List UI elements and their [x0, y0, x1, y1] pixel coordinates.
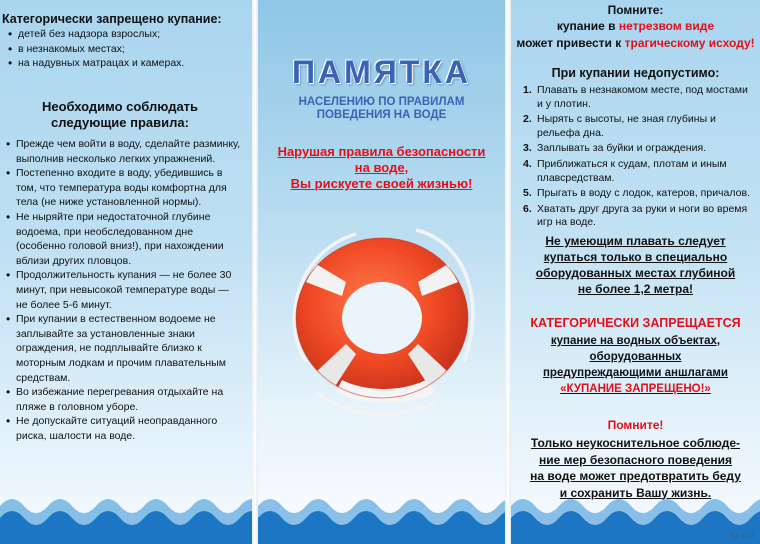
list-item: 1. Плавать в незнакомом месте, под мостами и у плотин. [523, 84, 748, 110]
lead-prefix: может привести к [516, 36, 622, 50]
alcohol-red: нетрезвом виде [618, 19, 715, 33]
forbidden-swimming-list [8, 27, 248, 71]
print-code: БК 3273 [731, 534, 754, 540]
warning-line: Нарушая правила безопасности [277, 144, 486, 159]
category-forbidden-text: купание на водных объектах, оборудованных предупреждающими аншлагами «КУПАНИЕ ЗАПРЕЩЕНО!» [542, 335, 729, 395]
final-note: Только неукоснительное соблюде- ние мер безопасного поведения на воде может предотвратить беду и сохранить Вашу жизнь. [530, 436, 741, 500]
remember-heading: Помните: [607, 3, 664, 17]
list-item: • При купании в естественном водоеме не заплывайте за установленные знаки ограждения, не подплывайте близко к моторным лодкам и прочим плавательным средствам. [6, 312, 242, 385]
list-item: • Не допускайте ситуаций неоправданного риска, шалости на воде. [6, 414, 242, 443]
lead-red: трагическому исходу! [624, 36, 755, 50]
list-item: • на надувных матрацах и камерах. [8, 56, 248, 71]
warning-text [264, 144, 499, 192]
non-swimmers-note: Не умеющим плавать следует купаться только в специально оборудованных местах глубиной не более 1,2 метра! [535, 234, 736, 296]
list-item: 2. Нырять с высоты, не зная глубины и рельефа дна. [523, 113, 716, 139]
list-item: 6. Хватать друг друга за руки и ноги во время игр на воде. [523, 202, 748, 229]
forbidden-list [523, 84, 751, 232]
waves-decoration [511, 484, 760, 544]
waves-decoration [0, 484, 252, 544]
life-buoy-icon [276, 212, 488, 424]
forbidden-heading: При купании недопустимо: [551, 66, 720, 80]
left-panel [0, 0, 252, 544]
alcohol-prefix: купание в [556, 19, 616, 33]
lead-line [511, 36, 760, 50]
warning-line: Вы рискуете своей жизнью! [290, 176, 473, 191]
right-panel [511, 0, 760, 544]
list-item: 3. Заплывать за буйки и ограждения. [523, 142, 707, 155]
rules-heading: Необходимо соблюдать следующие правила: [41, 99, 199, 130]
list-item: • детей без надзора взрослых; [8, 27, 248, 42]
list-item: • в незнакомых местах; [8, 42, 248, 57]
warning-line: на воде, [354, 160, 409, 175]
category-forbidden-heading: КАТЕГОРИЧЕСКИ ЗАПРЕЩАЕТСЯ [530, 316, 741, 330]
rules-list [6, 137, 242, 443]
list-item: • Не ныряйте при недостаточной глубине водоема, при необследованном дне (особенно головой вниз!), при нахождении вблизи других пловцов. [6, 210, 242, 268]
forbidden-swimming-heading: Категорически запрещено купание: [2, 12, 222, 26]
list-item: • Постепенно входите в воду, убедившись в том, что температура воды комфортна для тела (не ниже установленной нормы). [6, 166, 242, 210]
list-item: • Прежде чем войти в воду, сделайте разминку, выполнив несколько легких упражнений. [6, 137, 242, 166]
waves-decoration [258, 484, 505, 544]
list-item: • Продолжительность купания — не более 30 минут, при невысокой температуре воды — не более 5-6 минут. [6, 268, 242, 312]
leaflet-title: ПАМЯТКА [292, 54, 471, 90]
list-item: • Во избежание перегревания отдыхайте на пляже в головном уборе. [6, 385, 242, 414]
remember2-heading: Помните! [607, 418, 664, 432]
list-item: 5. Прыгать в воду с лодок, катеров, причалов. [523, 187, 750, 200]
list-item: 4. Приближаться к судам, плотам и иным плавсредствам. [523, 157, 727, 184]
alcohol-line [511, 19, 760, 33]
middle-panel [258, 0, 505, 544]
leaflet-subtitle: НАСЕЛЕНИЮ ПО ПРАВИЛАМ ПОВЕДЕНИЯ НА ВОДЕ [298, 96, 465, 121]
